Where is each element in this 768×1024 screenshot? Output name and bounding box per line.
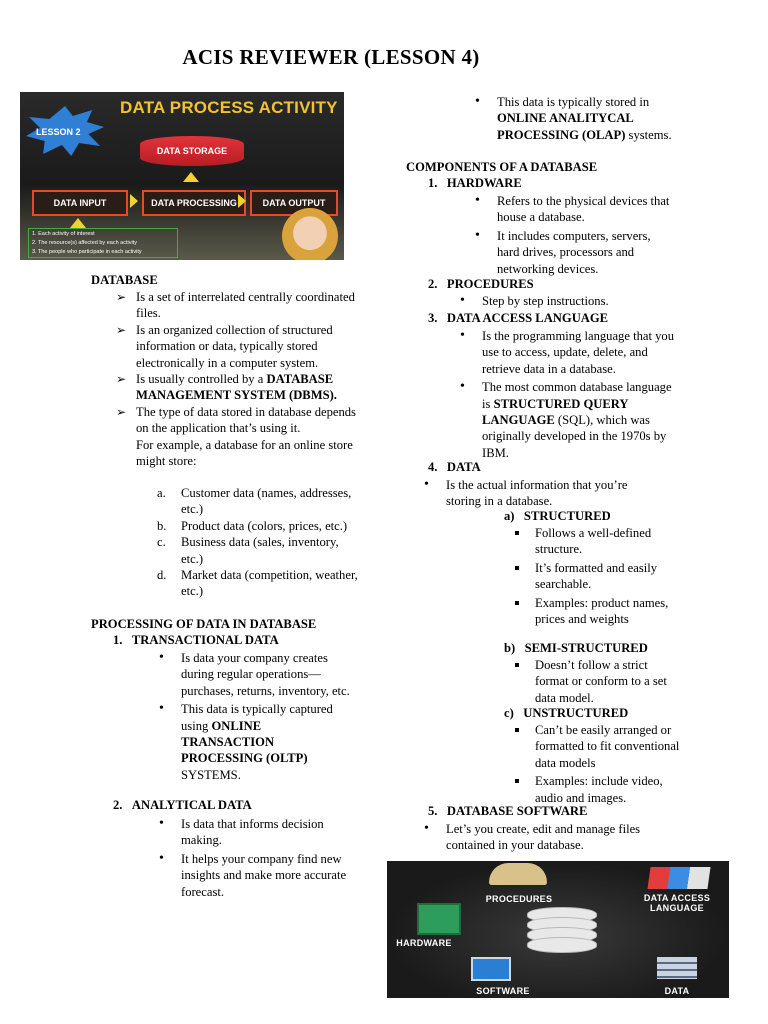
- list-item: • Step by step instructions.: [482, 293, 672, 309]
- components-heading: COMPONENTS OF A DATABASE: [406, 160, 598, 174]
- hardware-list: [497, 193, 673, 277]
- structured-heading: a) STRUCTURED: [504, 509, 611, 523]
- data-heading: 4. DATA: [428, 460, 481, 474]
- example-intro: For example, a database for an online store might store:: [136, 437, 353, 469]
- list-item: • This data is typically captured using ONLINE TRANSACTION PROCESSING (OLTP) SYSTEMS.: [181, 701, 357, 783]
- list-item: • Is data your company creates during regular operations—purchases, returns, inventory, etc.: [181, 650, 357, 699]
- person-photo: [282, 208, 338, 260]
- activity-step: 2. The resource(s) affected by each activity: [32, 240, 137, 246]
- list-item: Examples: include video, audio and images.: [535, 773, 685, 806]
- list-item: ➢ Is a set of interrelated centrally coordinated files.: [136, 289, 358, 322]
- unstructured-list: [535, 722, 685, 806]
- components-image: [387, 861, 729, 998]
- list-item: Follows a well-defined structure.: [535, 525, 685, 558]
- activity-steps-box: [28, 228, 178, 258]
- list-item: • Is data that informs decision making.: [181, 816, 367, 849]
- hardware-heading: 1. HARDWARE: [428, 176, 522, 190]
- data-processing-box: DATA PROCESSING: [142, 190, 246, 216]
- list-item: Can’t be easily arranged or formatted to fit conventional data models: [535, 722, 685, 771]
- activity-step: 1. Each activity of interest: [32, 231, 95, 237]
- circuit-board-icon: [417, 903, 461, 935]
- data-process-activity-image: [20, 92, 344, 260]
- right-arrow-icon: [130, 194, 138, 208]
- page-title: ACIS REVIEWER (LESSON 4): [182, 45, 480, 69]
- list-item: b. Product data (colors, prices, etc.): [157, 518, 348, 533]
- list-item: It’s formatted and easily searchable.: [535, 560, 685, 593]
- database-heading: DATABASE: [91, 273, 158, 287]
- unstructured-heading: c) UNSTRUCTURED: [504, 706, 629, 720]
- examples-list: [157, 485, 361, 600]
- database-software-list: [446, 821, 676, 854]
- up-arrow-icon: [70, 218, 86, 228]
- data-output-box: DATA OUTPUT: [250, 190, 338, 216]
- list-item: Doesn’t follow a strict format or conform to a set data model.: [535, 657, 679, 706]
- software-label: SOFTWARE: [476, 986, 530, 996]
- data-label: DATA: [664, 986, 690, 996]
- list-item: • Is the actual information that you’re storing in a database.: [446, 477, 656, 510]
- processing-heading: PROCESSING OF DATA IN DATABASE: [91, 617, 317, 631]
- books-icon: [647, 867, 710, 889]
- procedures-list: [482, 293, 672, 309]
- data-access-language-label: DATA ACCESS LANGUAGE: [643, 893, 711, 913]
- list-item: • It helps your company find new insights and make more accurate forecast.: [181, 851, 367, 900]
- list-item: ➢ The type of data stored in database depends on the application that’s using it.: [136, 404, 358, 437]
- analytical-list: [181, 816, 367, 900]
- transactional-list: [181, 650, 357, 783]
- hardware-label: HARDWARE: [396, 938, 452, 948]
- laptop-icon: [471, 957, 511, 981]
- analytical-data-heading: 2. ANALYTICAL DATA: [113, 798, 252, 812]
- data-list: [446, 477, 656, 510]
- olap-list: [497, 94, 677, 143]
- activity-step: 3. The people who participate in each activity: [32, 249, 142, 255]
- list-item: ➢ Is usually controlled by a DATABASE MANAGEMENT SYSTEM (DBMS).: [136, 371, 358, 404]
- list-item: • Refers to the physical devices that house a database.: [497, 193, 673, 226]
- data-access-language-heading: 3. DATA ACCESS LANGUAGE: [428, 311, 609, 325]
- data-storage-cylinder: DATA STORAGE: [140, 136, 244, 166]
- list-item: a. Customer data (names, addresses, etc.): [157, 486, 352, 517]
- database-software-heading: 5. DATABASE SOFTWARE: [428, 804, 588, 818]
- structured-list: [535, 525, 685, 627]
- list-item: • Is the programming language that you use to access, update, delete, and retrieve data in a database.: [482, 328, 680, 377]
- list-item: ➢ Is an organized collection of structured information or data, typically stored electronically in a computer system.: [136, 322, 358, 371]
- list-item: d. Market data (competition, weather, etc.): [157, 568, 358, 599]
- procedures-heading: 2. PROCEDURES: [428, 277, 534, 291]
- database-list: [136, 289, 358, 469]
- gears-icon: [489, 863, 547, 885]
- list-item: • The most common database language is STRUCTURED QUERY LANGUAGE (SQL), which was originally developed in the 1970s by IBM.: [482, 379, 680, 461]
- server-icon: [657, 957, 697, 979]
- image-title: DATA PROCESS ACTIVITY: [120, 98, 338, 117]
- up-arrow-icon: [183, 172, 199, 182]
- list-item: • It includes computers, servers, hard drives, processors and networking devices.: [497, 228, 673, 277]
- semi-structured-heading: b) SEMI-STRUCTURED: [504, 641, 648, 655]
- transactional-data-heading: 1. TRANSACTIONAL DATA: [113, 633, 279, 647]
- list-item: c. Business data (sales, inventory, etc.): [157, 535, 339, 566]
- right-arrow-icon: [238, 194, 246, 208]
- list-item: • This data is typically stored in ONLINE ANALITYCAL PROCESSING (OLAP) systems.: [497, 94, 677, 143]
- lesson-badge-label: LESSON 2: [36, 127, 81, 137]
- semi-structured-list: [535, 657, 679, 706]
- list-item: • Let’s you create, edit and manage files contained in your database.: [446, 821, 676, 854]
- list-item: Examples: product names, prices and weights: [535, 595, 685, 628]
- database-icon: [527, 907, 595, 961]
- data-input-box: DATA INPUT: [32, 190, 128, 216]
- data-access-language-list: [482, 328, 680, 461]
- procedures-label: PROCEDURES: [485, 894, 553, 904]
